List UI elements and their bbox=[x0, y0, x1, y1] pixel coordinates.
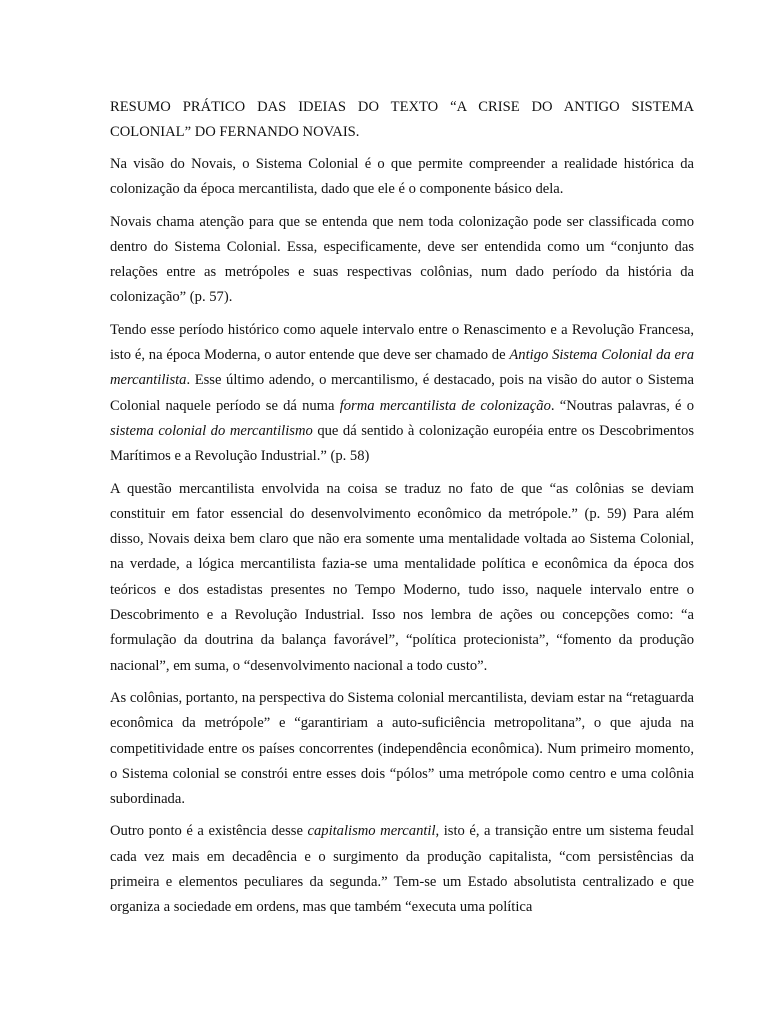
paragraph-4: A questão mercantilista envolvida na coisa se traduz no fato de que “as colônias se deviam constituir em fator essencial do desenvolvimento econômico da metrópole.” (p. 59) Para além disso, Novais deixa bem claro que não era somente uma mentalidade voltada ao Sistema Colonial, na verdade, a lógica mercantilista fazia-se uma mentalidade política e econômica da época dos teóricos e dos estadistas presentes no Tempo Moderno, tudo isso, naquele intervalo entre o Descobrimento e a Revolução Industrial. Isso nos lembra de ações ou concepções como: “a formulação da doutrina da balança favorável”, “política protecionista”, “fomento da produção nacional”, em suma, o “desenvolvimento nacional a todo custo”. bbox=[110, 480, 694, 674]
document-page bbox=[110, 95, 694, 928]
paragraph-3-italic-3: sistema colonial do mercantilismo bbox=[110, 422, 313, 439]
paragraph-6-italic-1: capitalismo mercantil bbox=[307, 823, 436, 840]
paragraph-2: Novais chama atenção para que se entenda que nem toda colonização pode ser classificada como dentro do Sistema Colonial. Essa, especificamente, deve ser entendida como um “conjunto das relações entre as metrópoles e suas respectivas colônias, num dado período da história da colonização” (p. 57). bbox=[110, 213, 694, 306]
paragraph-1: Na visão do Novais, o Sistema Colonial é o que permite compreender a realidade histórica da colonização da época mercantilista, dado que ele é o componente básico dela. bbox=[110, 156, 694, 198]
paragraph-6-text-1: Outro ponto é a existência desse bbox=[110, 823, 308, 840]
paragraph-6-text-2: , isto é, a transição entre um sistema feudal cada vez mais em decadência e o surgimento da produção capitalista, “com persistências da primeira e elementos peculiares da segunda.” Tem-se um Estado absolutista centralizado e que organiza a sociedade em ordens, mas que também “executa uma política bbox=[110, 823, 694, 916]
paragraph-6 bbox=[110, 819, 694, 920]
paragraph-3-text-3: . “Noutras palavras, é o bbox=[550, 397, 695, 414]
paragraph-3-text-2: . Esse último adendo, o mercantilismo, é destacado, pois na visão do autor o Sistema Colonial naquele período se dá numa bbox=[110, 372, 694, 414]
paragraph-5: As colônias, portanto, na perspectiva do Sistema colonial mercantilista, deviam estar na “retaguarda econômica da metrópole” e “garantiriam a auto-suficiência metropolitana”, o que ajuda na competitividade entre os países concorrentes (independência econômica). Num primeiro momento, o Sistema colonial se constrói entre esses dois “pólos” uma metrópole como centro e uma colônia subordinada. bbox=[110, 689, 694, 808]
document-title: RESUMO PRÁTICO DAS IDEIAS DO TEXTO “A CRISE DO ANTIGO SISTEMA COLONIAL” DO FERNANDO NOVAIS. bbox=[110, 99, 694, 140]
paragraph-3-italic-1: Antigo Sistema Colonial da era mercantilista bbox=[110, 347, 694, 389]
paragraph-3-text-4: que dá sentido à colonização européia entre os Descobrimentos Marítimos e a Revolução Industrial.” (p. 58) bbox=[110, 422, 695, 465]
paragraph-3 bbox=[110, 318, 694, 470]
paragraph-3-text-1: Tendo esse período histórico como aquele intervalo entre o Renascimento e a Revolução Francesa, isto é, na época Moderna, o autor entende que deve ser chamado de bbox=[110, 321, 694, 364]
paragraph-3-italic-2: forma mercantilista de colonização bbox=[339, 397, 551, 414]
